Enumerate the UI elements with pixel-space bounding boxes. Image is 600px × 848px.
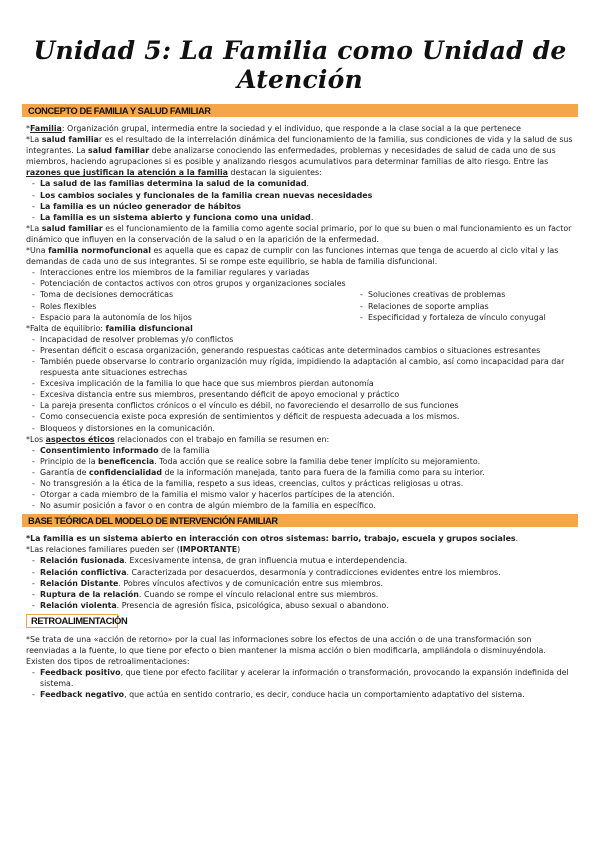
paragraph-salud-familiar <box>26 134 574 178</box>
list-column-left <box>26 289 354 322</box>
text-fragment: . <box>515 534 519 544</box>
list-item <box>26 555 574 566</box>
term-razones: razones que justifican la atención a la familia <box>26 168 228 178</box>
section-heading-base-teorica: BASE TEÓRICA DEL MODELO DE INTERVENCIÓN FAMILIAR <box>22 514 578 527</box>
list-disfuncional <box>26 334 574 434</box>
text-fragment: ) <box>237 545 241 555</box>
list-normofuncional <box>26 267 574 289</box>
list-item <box>26 667 574 689</box>
section-body-base-teorica <box>26 533 574 611</box>
list-item-text: de la información manejada, tanto para fuera de la familia como para su interior. <box>161 467 485 477</box>
list-item: - Interacciones entre los miembros de la familiar regulares y variadas <box>26 267 574 278</box>
list-item: - Espacio para la autonomía de los hijos <box>26 312 354 323</box>
list-item: - Especificidad y fortaleza de vínculo conyugal <box>354 312 574 323</box>
list-item: - Toma de decisiones democráticas <box>26 289 354 300</box>
list-item-term: Feedback positivo <box>40 668 121 678</box>
list-item-text: Principio de la <box>40 456 99 466</box>
term-aspectos-eticos: aspectos éticos <box>45 434 115 444</box>
paragraph-aspectos-eticos <box>26 434 574 445</box>
list-razones <box>26 178 574 222</box>
list-item <box>26 589 574 600</box>
familia-definition: : Organización grupal, intermedia entre la sociedad y el individuo, que responde a la clase social a la que pertenece <box>61 124 522 133</box>
statement-sistema-abierto: *La familia es un sistema abierto en interacción con otros sistemas: barrio, trabajo, escuela y grupos sociales <box>26 534 516 544</box>
paragraph-retro-intro: *Se trata de una «acción de retorno» por la cual las informaciones sobre los efectos de una acción o de una transformación son reenviadas a la fuente, lo que tiene por efecto o bien mantener la misma acción o bien modificarla, ampliándola o disminuyéndola. Existen dos tipos de retroalimentaciones: <box>26 634 546 667</box>
page-title: Unidad 5: La Familia como Unidad de Atención <box>33 36 567 94</box>
list-item: - La salud de las familias determina la salud de la comunidad. <box>26 178 574 189</box>
list-item: - No asumir posición a favor o en contra de algún miembro de la familia en específico. <box>26 500 574 511</box>
list-relaciones <box>26 555 574 610</box>
term-normofuncional: familia normofuncional <box>48 246 151 256</box>
list-item-text: La familia es un núcleo generador de hábitos <box>40 201 242 211</box>
list-item: - Presentan déficit o escasa organización, generando respuestas caóticas ante determinados cambios o situaciones estresantes <box>26 345 574 356</box>
list-item-text: La familia es un sistema abierto y funciona como una unidad <box>40 212 311 222</box>
list-item: - También puede observarse lo contrario organización muy rígida, impidiendo la adaptación al cambio, así como incapacidad para dar respuesta ante situaciones estrechas <box>26 356 574 378</box>
text-fragment: *Una <box>26 246 49 256</box>
paragraph-familia: *Familia: Organización grupal, intermedia entre la sociedad y el individuo, que responde a la clase social a la que pertenece <box>26 124 522 133</box>
text-fragment: *La <box>26 223 42 233</box>
list-item <box>26 578 574 589</box>
paragraph-relaciones <box>26 544 574 555</box>
paragraph-sistema-abierto <box>26 533 574 544</box>
list-item-text: , que actúa en sentido contrario, es decir, conduce hacia un comportamiento adaptativo del sistema. <box>124 690 525 700</box>
list-item <box>26 445 574 456</box>
list-item: - La pareja presenta conflictos crónicos o el vínculo es débil, no favoreciendo el desarrollo de sus funciones <box>26 400 574 411</box>
list-item <box>26 467 574 478</box>
list-item: - Roles flexibles <box>26 301 354 312</box>
section-body-concepto <box>26 123 574 511</box>
list-item <box>26 567 574 578</box>
paragraph-disfuncional <box>26 323 574 334</box>
list-item-text: . Cuando se rompe el vínculo relacional entre sus miembros. <box>138 589 379 599</box>
list-item: - Otorgar a cada miembro de la familia el mismo valor y hacerlos partícipes de la atención. <box>26 489 574 500</box>
list-item-term: Feedback negativo <box>40 690 125 700</box>
list-item <box>26 190 574 201</box>
list-item: - La familia es un sistema abierto y funciona como una unidad. <box>26 212 574 223</box>
list-item-text: La salud de las familias determina la salud de la comunidad <box>40 179 307 189</box>
text-fragment: *Falta de equilibrio: <box>26 323 106 333</box>
list-column-right <box>354 289 574 322</box>
text-fragment: es el funcionamiento de la familia como agente social primario, por lo que su buen o mal funcionamiento es un factor dinámico que influyen en la conservación de la salud o en la aparición de la enfermedad. <box>26 223 572 244</box>
two-column-list <box>26 289 574 322</box>
list-item-text: . Excesivamente intensa, de gran influencia mutua e interdependencia. <box>124 556 408 566</box>
list-item-term: Relación conflictiva <box>40 567 127 577</box>
list-item <box>26 689 574 700</box>
list-item-text: Los cambios sociales y funcionales de la familia crean nuevas necesidades <box>40 190 373 200</box>
section-body-retroalimentacion <box>26 634 574 701</box>
list-item-text: , que tiene por efecto facilitar y acelerar la información o transformación, provocando la expansión indefinida del sistema. <box>40 668 569 689</box>
list-item: - Excesiva distancia entre sus miembros, presentando déficit de apoyo emocional y práctico <box>26 389 574 400</box>
list-item-text: . Presencia de agresión física, psicológica, abuso sexual o abandono. <box>116 600 389 610</box>
list-item-term: Relación fusionada <box>40 556 125 566</box>
important-label: IMPORTANTE <box>179 545 238 555</box>
list-item-term: Relación Distante <box>40 578 119 588</box>
text-fragment: relacionados con el trabajo en familia se resumen en: <box>114 434 330 444</box>
paragraph-agente-social <box>26 223 574 245</box>
list-item-term: Consentimiento informado <box>40 445 159 455</box>
text-fragment: *Las relaciones familiares pueden ser ( <box>26 545 180 555</box>
list-item: - Soluciones creativas de problemas <box>354 289 574 300</box>
list-item-term: Relación violenta <box>40 600 117 610</box>
list-item <box>26 456 574 467</box>
section-heading-retroalimentacion: RETROALIMENTACIÓN <box>26 614 118 628</box>
text-fragment: destacan la siguientes: <box>228 168 322 178</box>
list-item-term: confidencialidad <box>89 467 162 477</box>
list-item: - Incapacidad de resolver problemas y/o conflictos <box>26 334 574 345</box>
paragraph-normofuncional <box>26 245 574 267</box>
list-item-text: de la familia <box>158 445 210 455</box>
list-item-text: . Caracterizada por desacuerdos, desarmonía y contradicciones evidentes entre los miembros. <box>126 567 501 577</box>
list-item: - Excesiva implicación de la familia lo que hace que sus miembros pierdan autonomía <box>26 378 574 389</box>
list-item-text: Garantía de <box>40 467 90 477</box>
list-item <box>26 201 574 212</box>
term-salud-familiar: salud familiar <box>41 223 103 233</box>
term-familia: Familia <box>29 124 62 133</box>
list-item: - Relaciones de soporte amplias <box>354 301 574 312</box>
list-item: - No transgresión a la ética de la familia, respeto a sus ideas, creencias, cultos y prácticas religiosas u otras. <box>26 478 574 489</box>
section-heading-concepto: CONCEPTO DE FAMILIA Y SALUD FAMILIAR <box>22 104 578 117</box>
list-aspectos-eticos <box>26 445 574 512</box>
list-item: - Potenciación de contactos activos con otros grupos y organizaciones sociales <box>26 278 574 289</box>
list-item-text: . Toda acción que se realice sobre la familia debe tener implícito su mejoramiento. <box>154 456 481 466</box>
list-item-term: Ruptura de la relación <box>40 589 139 599</box>
text-fragment: *La <box>26 135 42 145</box>
text-fragment: r es el resultado de la interrelación dinámica del funcionamiento de la familia, sus condiciones de vida y la salud de sus integrantes. La <box>26 135 573 156</box>
term-salud-familia: salud familia <box>41 135 99 145</box>
text-fragment: debe analizarse conociendo las enfermedades, problemas y necesidades de salud de cada uno de sus miembros, haciendo agrupaciones si es posible y analizando riesgos acumulativos para determinar familias de alto riesgo. Entre las <box>26 146 556 167</box>
list-item <box>26 600 574 611</box>
list-item: - Como consecuencia existe poca expresión de sentimientos y déficit de respuesta adecuada a los mismos. <box>26 411 574 422</box>
list-item-text: . Pobres vínculos afectivos y de comunicación entre sus miembros. <box>118 578 384 588</box>
text-fragment: *Los <box>26 434 46 444</box>
list-item: - Bloqueos y distorsiones en la comunicación. <box>26 423 574 434</box>
list-item-term: beneficencia <box>98 456 155 466</box>
text-fragment: es aquella que es capaz de cumplir con las funciones internas que tenga de acuerdo al ciclo vital y las demandas de cada uno de sus integrantes. Si se rompe este equilibrio, se habla de familia disfuncional. <box>26 246 559 267</box>
list-feedback <box>26 667 574 700</box>
term-salud-familiar: salud familiar <box>88 146 150 156</box>
term-disfuncional: familia disfuncional <box>105 323 193 333</box>
